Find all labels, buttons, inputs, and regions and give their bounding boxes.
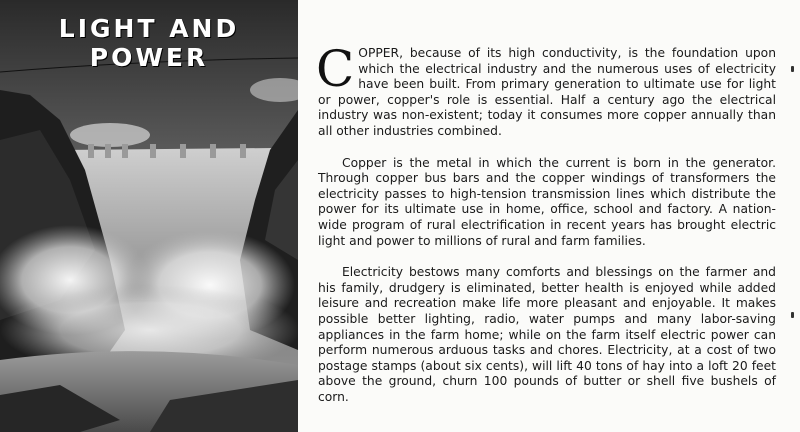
drop-cap: C: [316, 40, 355, 98]
edge-mark: [791, 66, 794, 72]
edge-mark: [791, 312, 794, 318]
section-title: LIGHT AND POWER: [58, 14, 240, 72]
article-body: [316, 40, 776, 421]
paragraph-1-text: OPPER, because of its high conductivity, is the foundation upon which the electrical industry and the numerous uses of electricity have been built. From primary generation to ultimate use for light or power, copper's role is essential. Half a century ago the electrical industry was non-existent; today it consumes more copper annually than all other industries combined.: [318, 46, 776, 138]
paragraph-2: Copper is the metal in which the current is born in the generator. Through copper bus bars and the copper windings of transformers the electricity passes to high-tension transmission lines which distribute the power for its ultimate use in home, office, school and factory. A nation-wide program of rural electrification in recent years has brought electric light and power to millions of rural and farm families.: [318, 155, 776, 248]
paragraph-1: [316, 40, 776, 140]
paragraph-3: Electricity bestows many comforts and blessings on the farmer and his family, drudgery is eliminated, better health is enjoyed while added leisure and recreation make life more pleasant and enjoyable. It makes possible better lighting, radio, water pumps and many labor-saving appliances in the farm home; while on the farm itself electric power can perform numerous arduous tasks and chores. Electricity, at a cost of two postage stamps (about six cents), will lift 40 tons of hay into a loft 20 feet above the ground, churn 100 pounds of butter or shell five bushels of corn.: [318, 265, 776, 404]
dam-photo: [0, 0, 298, 432]
